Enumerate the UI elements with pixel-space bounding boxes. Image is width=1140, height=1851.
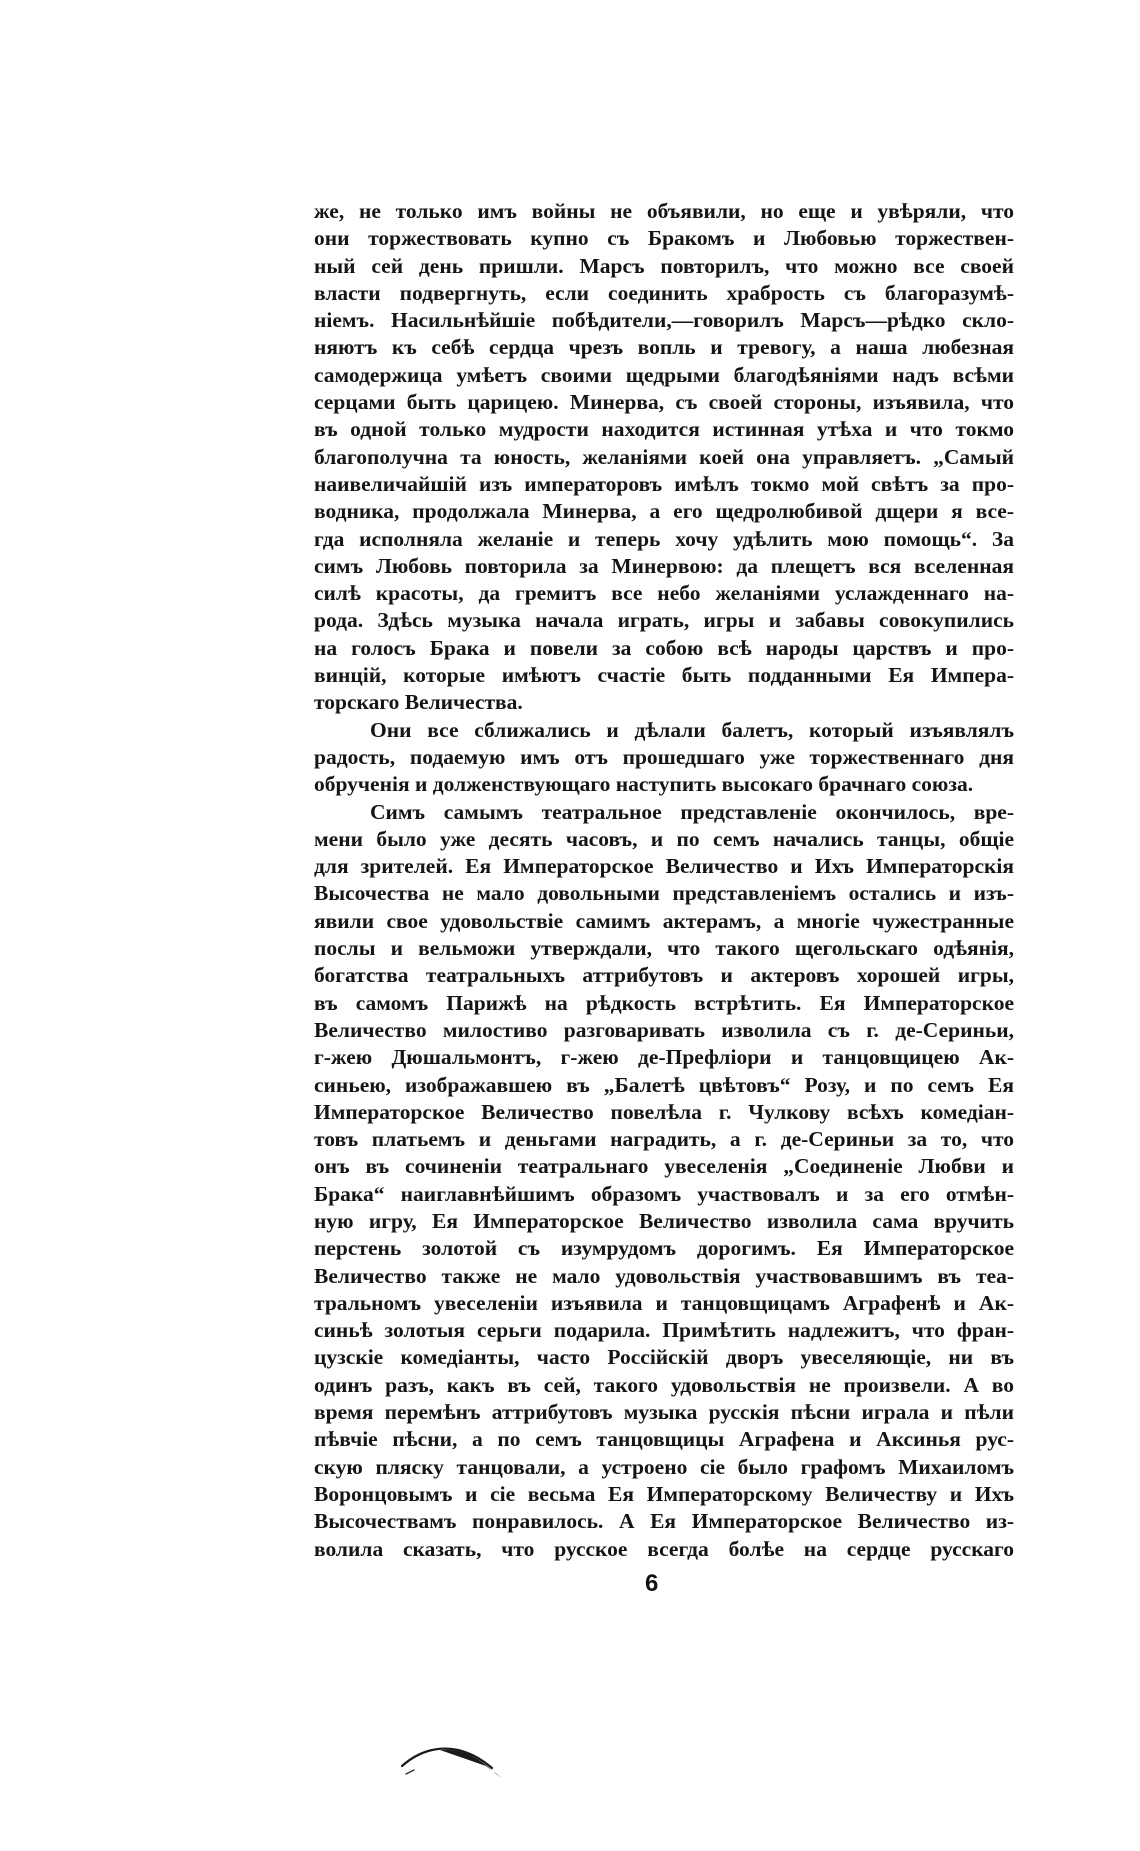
text-line: самодержица умѣетъ своими щедрыми благодѣяніями надъ всѣми xyxy=(314,362,1014,387)
text-line: Высочества не мало довольными представленіемъ остались и изъ- xyxy=(314,881,1014,906)
text-line: они торжествовать купно съ Бракомъ и Любовью торжествен- xyxy=(314,226,1014,251)
text-line: онъ въ сочиненіи театральнаго увеселенія „Соединеніе Любви и xyxy=(314,1154,1014,1179)
text-line: послы и вельможи утверждали, что такого щегольскаго одѣянія, xyxy=(314,936,1014,961)
text-line: синьѣ золотыя серьги подарила. Примѣтить надлежитъ, что фран- xyxy=(314,1318,1014,1343)
text-line: симъ Любовь повторила за Минервою: да плещетъ вся вселенная xyxy=(314,553,1014,578)
text-line: Они все сближались и дѣлали балетъ, который изъявлялъ xyxy=(370,717,1014,742)
text-line: ніемъ. Насильнѣйшіе побѣдители,—говорилъ Марсъ—рѣдко скло- xyxy=(314,308,1014,333)
paragraph-2 xyxy=(314,717,1014,799)
text-line: радость, подаемую имъ отъ прошедшаго уже торжественнаго дня xyxy=(314,744,1014,769)
body-text xyxy=(314,198,1014,1563)
text-line: Величество милостиво разговаривать изволила съ г. де-Сериньи, xyxy=(314,1017,1014,1042)
text-line: Величество также не мало удовольствія участвовавшимъ въ теа- xyxy=(314,1263,1014,1288)
text-line: время перемѣнъ аттрибутовъ музыка русскія пѣсни играла и пѣли xyxy=(314,1400,1014,1425)
text-line: Высочествамъ понравилось. А Ея Императорское Величество из- xyxy=(314,1509,1014,1534)
text-line: цузскіе комедіанты, часто Россійскій дворъ увеселяющіе, ни въ xyxy=(314,1345,1014,1370)
text-line: одинъ разъ, какъ въ сей, такого удовольствія не произвели. А во xyxy=(314,1372,1014,1397)
text-line: водника, продолжала Минерва, а его щедролюбивой дщери я все- xyxy=(314,499,1014,524)
text-line: няютъ къ себѣ сердца чрезъ вопль и тревогу, а наша любезная xyxy=(314,335,1014,360)
text-line: г-жею Дюшальмонтъ, г-жею де-Префліори и танцовщицею Ак- xyxy=(314,1045,1014,1070)
paragraph-3 xyxy=(314,799,1014,1563)
text-line: рода. Здѣсь музыка начала играть, игры и забавы совокупились xyxy=(314,608,1014,633)
text-line: наивеличайшій изъ императоровъ имѣлъ токмо мой свѣтъ за про- xyxy=(314,471,1014,496)
text-line: власти подвергнуть, если соединить храбрость съ благоразумѣ- xyxy=(314,280,1014,305)
paragraph-1 xyxy=(314,198,1014,717)
text-line: синьею, изображавшею въ „Балетѣ цвѣтовъ“ Розу, и по семъ Ея xyxy=(314,1072,1014,1097)
text-line: обрученія и долженствующаго наступить высокаго брачнаго союза. xyxy=(314,772,974,797)
text-line: товъ платьемъ и деньгами наградить, а г. де-Сериньи за то, что xyxy=(314,1127,1014,1152)
text-line: торскаго Величества. xyxy=(314,690,523,715)
text-line: на голосъ Брака и повели за собою всѣ народы царствъ и про- xyxy=(314,635,1014,660)
text-line: перстень золотой съ изумрудомъ дорогимъ. Ея Императорское xyxy=(314,1236,1014,1261)
text-line: въ одной только мудрости находится истинная утѣха и что токмо xyxy=(314,417,1014,442)
text-line: ный сей день пришли. Марсъ повторилъ, что можно все своей xyxy=(314,253,1014,278)
text-line: для зрителей. Ея Императорское Величество и Ихъ Императорскія xyxy=(314,854,1014,879)
text-line: Воронцовымъ и сіе весьма Ея Императорскому Величеству и Ихъ xyxy=(314,1481,1014,1506)
text-line: мени было уже десять часовъ, и по семъ начались танцы, общіе xyxy=(314,826,1014,851)
text-line: силѣ красоты, да гремитъ все небо желаніями услажденнаго на- xyxy=(314,581,1014,606)
page-number: 6 xyxy=(645,1570,659,1597)
text-line: въ самомъ Парижѣ на рѣдкость встрѣтить. Ея Императорское xyxy=(314,990,1014,1015)
text-line: тральномъ увеселеніи изъявила и танцовщицамъ Аграфенѣ и Ак- xyxy=(314,1290,1014,1315)
text-line: Брака“ наиглавнѣйшимъ образомъ участвовалъ и за его отмѣн- xyxy=(314,1181,1014,1206)
text-line: гда исполняла желаніе и теперь хочу удѣлить мою помощь“. За xyxy=(314,526,1014,551)
text-line: богатства театральныхъ аттрибутовъ и актеровъ хорошей игры, xyxy=(314,963,1014,988)
text-line: пѣвчіе пѣсни, а по семъ танцовщицы Аграфена и Аксинья рус- xyxy=(314,1427,1014,1452)
ink-flourish-mark xyxy=(400,1720,510,1780)
text-line: благополучна та юность, желаніями коей она управляетъ. „Самый xyxy=(314,444,1014,469)
text-line: волила сказать, что русское всегда болѣе на сердце русскаго xyxy=(314,1536,1014,1561)
text-line: Симъ самымъ театральное представленіе окончилось, вре- xyxy=(370,799,1014,824)
text-line: же, не только имъ войны не объявили, но еще и увѣряли, что xyxy=(314,199,1014,223)
text-line: серцами быть царицею. Минерва, съ своей стороны, изъявила, что xyxy=(314,390,1014,415)
text-line: ную игру, Ея Императорское Величество изволила сама вручить xyxy=(314,1208,1014,1233)
text-line: скую пляску танцовали, а устроено сіе было графомъ Михаиломъ xyxy=(314,1454,1014,1479)
text-line: винцій, которые имѣютъ счастіе быть подданными Ея Импера- xyxy=(314,663,1014,688)
text-line: явили свое удовольствіе самимъ актерамъ, а многіе чужестранные xyxy=(314,908,1014,933)
text-line: Императорское Величество повелѣла г. Чулкову всѣхъ комедіан- xyxy=(314,1099,1014,1124)
